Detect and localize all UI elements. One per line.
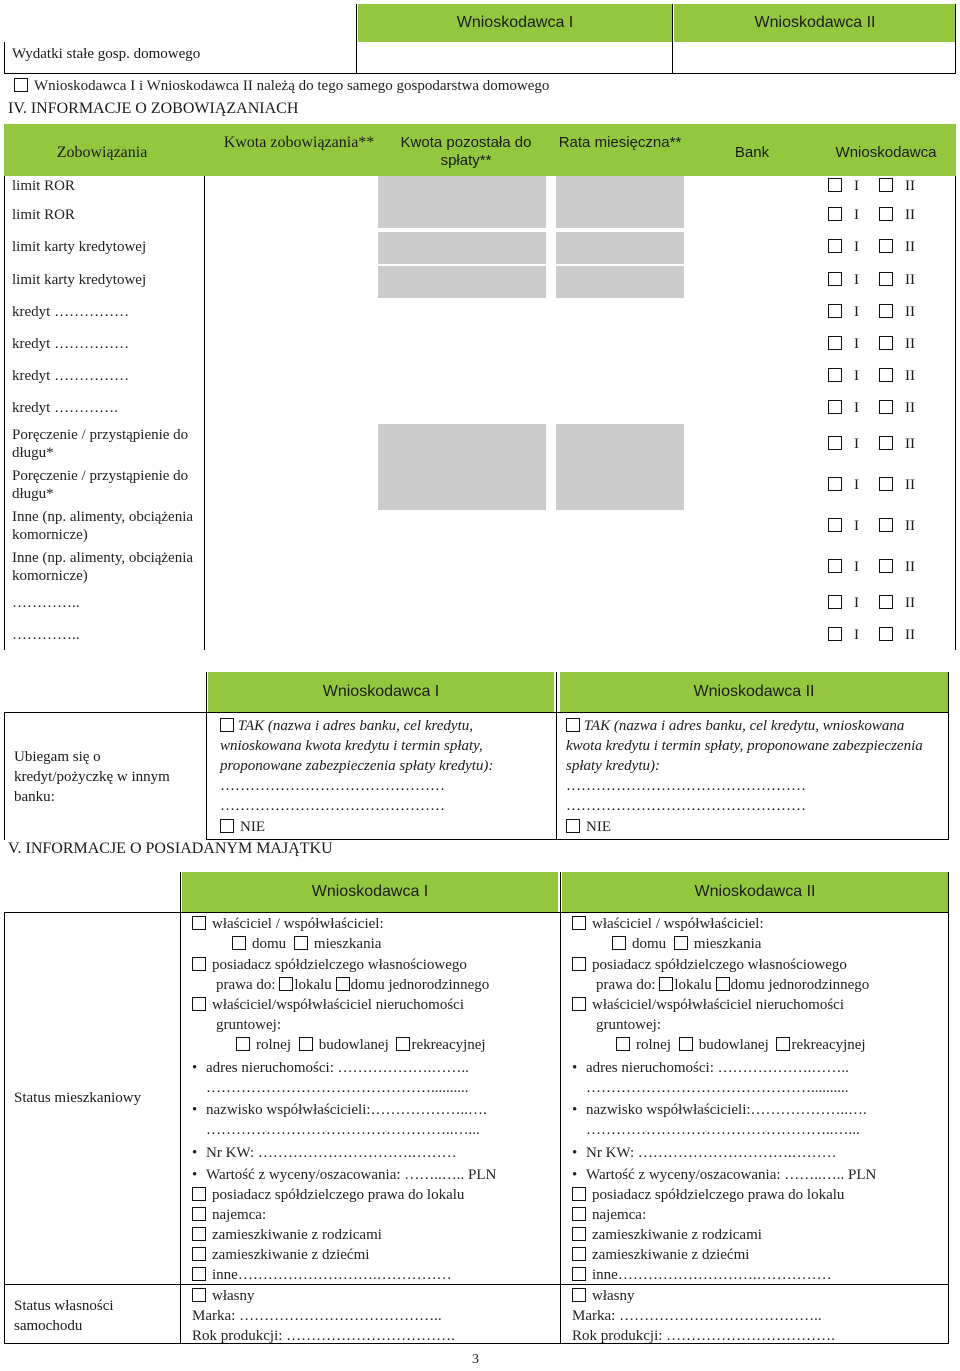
otherbank-dots1a: ……………………………………… (220, 778, 445, 794)
obligation-row-3-applicant[interactable]: I II (828, 238, 915, 256)
page-number: 3 (472, 1352, 479, 1367)
a1-year: Rok produkcji: ……………………………. (192, 1328, 455, 1344)
assets-header-applicant1: Wnioskodawca I (182, 872, 558, 912)
obligation-row-1-applicant[interactable]: I II (828, 177, 915, 195)
obligation-row-2-applicant[interactable]: I II (828, 206, 915, 224)
obligation-row-12-applicant[interactable]: I II (828, 558, 915, 576)
checkbox[interactable] (192, 1267, 206, 1281)
a2-kw: • Nr KW: ………………………….……… (572, 1143, 837, 1163)
obligation-row-7: kredyt …………… (12, 368, 130, 384)
obligation-row-6-applicant[interactable]: I II (828, 335, 915, 353)
otherbank-header-applicant2: Wnioskodawca II (560, 672, 948, 712)
a2-house-flat[interactable]: domu mieszkania (612, 934, 761, 954)
a1-owner[interactable]: właściciel / współwłaściciel: (192, 914, 384, 934)
checkbox-ii[interactable] (879, 304, 893, 318)
a2-year: Rok produkcji: ……………………………. (572, 1328, 835, 1344)
checkbox-recre[interactable] (776, 1037, 790, 1051)
checkbox-i[interactable] (828, 368, 842, 382)
checkbox[interactable] (192, 1247, 206, 1261)
checkbox-recre[interactable] (396, 1037, 410, 1051)
checkbox[interactable] (192, 957, 206, 971)
a2-children[interactable]: zamieszkiwanie z dziećmi (572, 1245, 749, 1265)
expenses-row-label: Wydatki stałe gosp. domowego (12, 46, 201, 62)
nie-checkbox[interactable] (566, 819, 580, 833)
hdr-applicant: Wnioskodawca (835, 144, 937, 161)
a2-make: Marka: ………………………………….. (572, 1308, 822, 1324)
checkbox-ii[interactable] (879, 477, 893, 491)
otherbank-tak-applicant1[interactable]: TAK (nazwa i adres banku, cel kredytu, wnioskowana kwota kredytu i termin spłaty, proponowane zabezpieczenia spłaty kredytu): (220, 718, 494, 774)
checkbox-i[interactable] (828, 239, 842, 253)
a2-coop-right[interactable]: posiadacz spółdzielczego prawa do lokalu (572, 1185, 844, 1205)
checkbox-i[interactable] (828, 178, 842, 192)
assets-header-applicant2: Wnioskodawca II (562, 872, 948, 912)
obligation-row-1: limit ROR (12, 178, 75, 194)
a1-land-owner[interactable]: właściciel/współwłaściciel nieruchomości (192, 995, 464, 1015)
checkbox-i[interactable] (828, 304, 842, 318)
a2-owner[interactable]: właściciel / współwłaściciel: (572, 914, 764, 934)
a1-coop-holder[interactable]: posiadacz spółdzielczego własnościowego (192, 955, 467, 975)
obligation-row-2: limit ROR (12, 207, 75, 223)
a1-parents[interactable]: zamieszkiwanie z rodzicami (192, 1225, 382, 1245)
a2-parents[interactable]: zamieszkiwanie z rodzicami (572, 1225, 762, 1245)
a1-value: • Wartość z wyceny/oszacowania: ……..….. PLN (192, 1165, 496, 1185)
checkbox-ii[interactable] (879, 336, 893, 350)
obligation-row-10-applicant[interactable]: I II (828, 476, 915, 494)
a2-coowners-dots: …………………………………………..…... (586, 1122, 860, 1138)
checkbox[interactable] (192, 997, 206, 1011)
obligation-row-11: Inne (np. alimenty, obciążenia komornicze) (12, 509, 194, 543)
otherbank-label: Ubiegam się o kredyt/pożyczkę w innym banku: (14, 749, 170, 805)
checkbox[interactable] (572, 997, 586, 1011)
checkbox-house[interactable] (232, 936, 246, 950)
checkbox-i[interactable] (828, 207, 842, 221)
checkbox-i[interactable] (828, 518, 842, 532)
a2-address: • adres nieruchomości: ……………….…….. (572, 1058, 849, 1078)
a2-coop-holder[interactable]: posiadacz spółdzielczego własnościowego (572, 955, 847, 975)
checkbox-single-family[interactable] (336, 977, 350, 991)
checkbox-ii[interactable] (879, 239, 893, 253)
otherbank-dots2b: ………………………………………… (566, 798, 806, 814)
checkbox-i[interactable] (828, 627, 842, 641)
checkbox[interactable] (572, 1187, 586, 1201)
same-household-checkbox[interactable] (14, 78, 28, 92)
checkbox-i[interactable] (828, 272, 842, 286)
checkbox[interactable] (192, 1187, 206, 1201)
a1-children[interactable]: zamieszkiwanie z dziećmi (192, 1245, 369, 1265)
checkbox-agri[interactable] (616, 1037, 630, 1051)
a2-coowners: • nazwisko współwłaścicieli:………………..…. (572, 1100, 867, 1120)
obligation-row-13: ………….. (12, 595, 80, 611)
a1-address-dots: ……………………………………….......... (206, 1080, 469, 1096)
checkbox[interactable] (572, 1227, 586, 1241)
hdr-bank: Bank (734, 144, 770, 161)
obligation-row-6: kredyt …………… (12, 336, 130, 352)
checkbox-ii[interactable] (879, 178, 893, 192)
checkbox-i[interactable] (828, 559, 842, 573)
otherbank-nie-applicant2[interactable]: NIE (566, 817, 611, 837)
a2-own-car[interactable]: własny (572, 1286, 635, 1306)
checkbox-premises[interactable] (659, 977, 673, 991)
checkbox-ii[interactable] (879, 207, 893, 221)
a1-coowners-dots: …………………………………………..…... (206, 1122, 480, 1138)
obligation-row-4: limit karty kredytowej (12, 272, 147, 288)
checkbox[interactable] (572, 1207, 586, 1221)
checkbox[interactable] (192, 1227, 206, 1241)
checkbox[interactable] (192, 916, 206, 930)
checkbox-ii[interactable] (879, 627, 893, 641)
obligation-row-4-applicant[interactable]: I II (828, 271, 915, 289)
a2-value: • Wartość z wyceny/oszacowania: ……..….. PLN (572, 1165, 876, 1185)
expenses-header-applicant2: Wnioskodawca II (674, 4, 956, 42)
checkbox[interactable] (572, 1288, 586, 1302)
a2-right-to[interactable]: prawa do: lokalu domu jednorodzinnego (596, 977, 870, 993)
checkbox-ii[interactable] (879, 559, 893, 573)
checkbox[interactable] (572, 916, 586, 930)
a1-house-flat[interactable]: domu mieszkania (232, 934, 381, 954)
checkbox-i[interactable] (828, 336, 842, 350)
checkbox-build[interactable] (679, 1037, 693, 1051)
a2-land: gruntowej: (596, 1017, 661, 1033)
obligation-row-12: Inne (np. alimenty, obciążenia komornicze) (12, 550, 194, 584)
checkbox-i[interactable] (828, 400, 842, 414)
checkbox-i[interactable] (828, 477, 842, 491)
otherbank-header-applicant1: Wnioskodawca I (208, 672, 554, 712)
checkbox[interactable] (192, 1288, 206, 1302)
a1-tenant[interactable]: najemca: (192, 1205, 266, 1225)
status-housing-label: Status mieszkaniowy (14, 1090, 142, 1106)
checkbox-agri[interactable] (236, 1037, 250, 1051)
checkbox-build[interactable] (299, 1037, 313, 1051)
checkbox-i[interactable] (828, 595, 842, 609)
obligation-row-3: limit karty kredytowej (12, 239, 147, 255)
status-car-label: Status własności samochodu (14, 1298, 114, 1334)
obligation-row-8: kredyt …………. (12, 400, 118, 416)
obligation-row-9: Poręczenie / przystąpienie do długu* (12, 427, 189, 461)
expenses-header-applicant1: Wnioskodawca I (358, 4, 672, 42)
checkbox-ii[interactable] (879, 272, 893, 286)
checkbox[interactable] (572, 1247, 586, 1261)
a1-coowners: • nazwisko współwłaścicieli:………………..…. (192, 1100, 487, 1120)
section5-title: V. INFORMACJE O POSIADANYM MAJĄTKU (8, 840, 333, 857)
obligation-row-5-applicant[interactable]: I II (828, 303, 915, 321)
obligation-row-8-applicant[interactable]: I II (828, 399, 915, 417)
a1-own-car[interactable]: własny (192, 1286, 255, 1306)
obligation-row-14-applicant[interactable]: I II (828, 626, 915, 644)
checkbox-ii[interactable] (879, 368, 893, 382)
otherbank-tak-applicant2[interactable]: TAK (nazwa i adres banku, cel kredytu, wnioskowana kwota kredytu i termin spłaty, proponowane zabezpieczenia spłaty kredytu): (566, 718, 923, 774)
section4-title: IV. INFORMACJE O ZOBOWIĄZANIACH (8, 100, 299, 117)
a1-other[interactable]: inne……………………….…………… (192, 1265, 452, 1285)
a1-land-types[interactable]: rolnej budowlanej rekreacyjnej (236, 1035, 486, 1055)
obligation-row-5: kredyt …………… (12, 304, 130, 320)
obligation-row-9-applicant[interactable]: I II (828, 435, 915, 453)
obligation-row-10: Poręczenie / przystąpienie do długu* (12, 468, 189, 502)
hdr-obligations: Zobowiązania (56, 144, 148, 161)
hdr-remaining: Kwota pozostała do spłaty** (400, 134, 532, 169)
a1-kw: • Nr KW: ………………………….……… (192, 1143, 457, 1163)
tak-checkbox[interactable] (566, 718, 580, 732)
obligation-row-14: ………….. (12, 627, 80, 643)
checkbox-flat[interactable] (674, 936, 688, 950)
checkbox-ii[interactable] (879, 436, 893, 450)
checkbox-flat[interactable] (294, 936, 308, 950)
a1-address: • adres nieruchomości: ……………….…….. (192, 1058, 469, 1078)
a2-land-types[interactable]: rolnej budowlanej rekreacyjnej (616, 1035, 866, 1055)
nie-checkbox[interactable] (220, 819, 234, 833)
a2-address-dots: ……………………………………….......... (586, 1080, 849, 1096)
a2-other[interactable]: inne……………………….…………… (572, 1265, 832, 1285)
a2-land-owner[interactable]: właściciel/współwłaściciel nieruchomości (572, 995, 844, 1015)
otherbank-nie-applicant1[interactable]: NIE (220, 817, 265, 837)
checkbox-ii[interactable] (879, 595, 893, 609)
checkbox-i[interactable] (828, 436, 842, 450)
checkbox[interactable] (192, 1207, 206, 1221)
obligation-row-11-applicant[interactable]: I II (828, 517, 915, 535)
hdr-amount: Kwota zobowiązania** (223, 134, 375, 151)
obligation-row-13-applicant[interactable]: I II (828, 594, 915, 612)
checkbox[interactable] (572, 957, 586, 971)
a1-right-to[interactable]: prawa do: lokalu domu jednorodzinnego (216, 977, 490, 993)
checkbox-house[interactable] (612, 936, 626, 950)
checkbox-single-family[interactable] (716, 977, 730, 991)
checkbox-ii[interactable] (879, 400, 893, 414)
same-household-option[interactable]: Wnioskodawca I i Wnioskodawca II należą do tego samego gospodarstwa domowego (14, 76, 549, 96)
otherbank-dots2a: ………………………………………… (566, 778, 806, 794)
obligation-row-7-applicant[interactable]: I II (828, 367, 915, 385)
hdr-installment: Rata miesięczna** (558, 134, 682, 151)
otherbank-dots1b: ……………………………………… (220, 798, 445, 814)
a2-tenant[interactable]: najemca: (572, 1205, 646, 1225)
a1-land: gruntowej: (216, 1017, 281, 1033)
a1-coop-right[interactable]: posiadacz spółdzielczego prawa do lokalu (192, 1185, 464, 1205)
checkbox[interactable] (572, 1267, 586, 1281)
a1-make: Marka: ………………………………….. (192, 1308, 442, 1324)
checkbox-premises[interactable] (279, 977, 293, 991)
tak-checkbox[interactable] (220, 718, 234, 732)
checkbox-ii[interactable] (879, 518, 893, 532)
